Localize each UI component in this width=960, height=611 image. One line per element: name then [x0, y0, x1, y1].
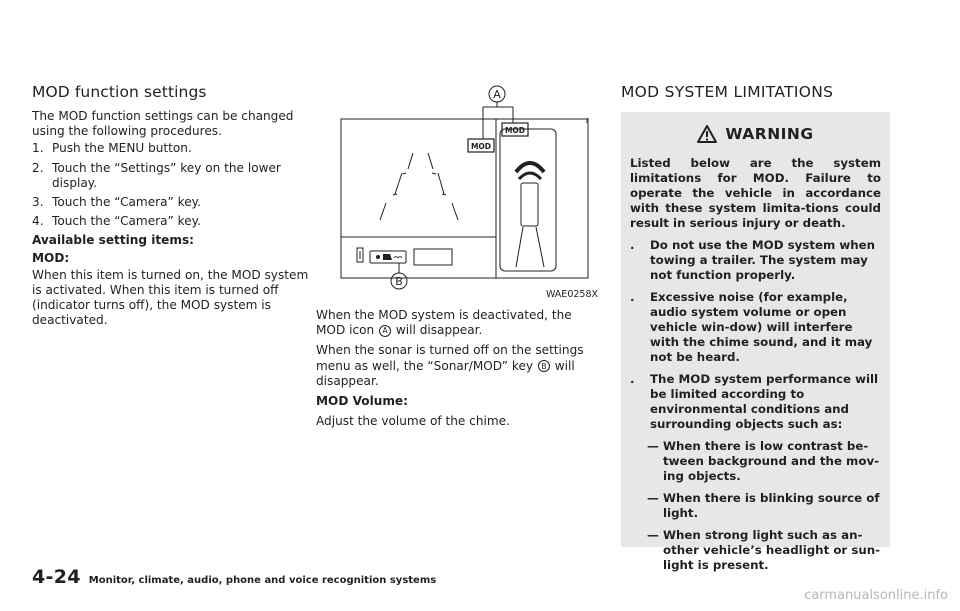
warning-body: [621, 146, 890, 573]
volume-label: MOD Volume:: [316, 394, 408, 409]
warning-triangle-icon: [697, 125, 717, 143]
step-number: 1.: [32, 141, 44, 156]
callout-b-icon: B: [538, 360, 550, 372]
list-item: [32, 161, 314, 191]
callout-b-label: B: [395, 275, 403, 288]
blank-key: [414, 249, 452, 265]
mod-icon-around-text: MOD: [504, 126, 526, 135]
intro-text: The MOD function settings can be changed using the following procedures.: [32, 109, 294, 139]
figure-illustration: [316, 77, 601, 302]
list-item: — When there is low contrast be-tween background and the mov-ing objects.: [647, 439, 880, 483]
list-item: . Do not use the MOD system when towing a trailer. The system may not function properly.: [630, 238, 881, 283]
deactivated-paragraph: [316, 308, 601, 338]
warning-header: [621, 122, 890, 146]
text-span: will disappear.: [316, 358, 575, 388]
camera-display-figure: [316, 77, 601, 302]
warning-label: WARNING: [725, 125, 814, 143]
text-span: When the sonar is turned off on the settings menu as well, the “Sonar/MOD” key: [316, 343, 584, 373]
list-item: [32, 214, 314, 229]
bullet-text: The MOD system performance will be limited according to environmental conditions and surrounding objects such as:: [650, 372, 879, 431]
available-heading: Available setting items:: [32, 233, 194, 248]
volume-description: Adjust the volume of the chime.: [316, 414, 510, 429]
svg-text:ℓ: ℓ: [586, 117, 589, 125]
sub-bullet-text: When there is blinking source of light.: [663, 491, 880, 520]
page-number: 4-24: [32, 566, 81, 588]
list-item: — When there is blinking source of light.: [647, 491, 880, 520]
list-item: . Excessive noise (for example, audio system volume or open vehicle win-dow) will interfere with the chime sound, and it may not be heard.: [630, 290, 881, 365]
steps-list: [32, 141, 314, 229]
left-body: [32, 109, 314, 331]
step-number: 4.: [32, 214, 44, 229]
section-name: Monitor, climate, audio, phone and voice recognition systems: [88, 575, 437, 586]
middle-column: [316, 308, 601, 431]
page-footer: [32, 566, 436, 588]
figure-code: WAE0258X: [545, 289, 598, 300]
parking-guide-lines: [380, 153, 458, 220]
callout-a-icon: A: [379, 325, 391, 337]
sub-bullet-text: When there is low contrast be-tween background and the mov-ing objects.: [663, 439, 880, 483]
step-number: 3.: [32, 195, 44, 210]
mod-label: MOD:: [32, 250, 70, 265]
list-item: . The MOD system performance will be limited according to environmental conditions and surrounding objects such as:: [630, 372, 881, 432]
warning-box: [621, 112, 890, 572]
sub-bullet-text: When strong light such as an-other vehicle’s headlight or sun-light is present.: [663, 528, 881, 572]
bullet-text: Do not use the MOD system when towing a trailer. The system may not function properly.: [650, 238, 876, 282]
watermark: carmanualsonline.info: [804, 588, 948, 603]
mod-icon-front-text: MOD: [470, 142, 492, 151]
text-span: will disappear.: [392, 323, 483, 338]
step-text: Push the MENU button.: [52, 141, 192, 156]
step-text: Touch the “Camera” key.: [52, 195, 201, 210]
sonar-paragraph: [316, 343, 601, 389]
step-text: Touch the “Settings” key on the lower display.: [52, 160, 281, 190]
warning-intro: Listed below are the system limitations for MOD. Failure to operate the vehicle in accordance with these system limita-tions could result in serious injury or death.: [630, 156, 881, 230]
vehicle-icon: [521, 183, 538, 226]
list-item: — When strong light such as an-other vehicle’s headlight or sun-light is present.: [647, 528, 881, 572]
screen-frame: [341, 119, 588, 278]
step-number: 2.: [32, 160, 44, 175]
text-span: When the MOD system is deactivated, the MOD icon: [316, 308, 572, 338]
bullet-text: Excessive noise (for example, audio system volume or open vehicle win-dow) will interfere with the chime sound, and it may not be heard.: [650, 290, 873, 364]
step-text: Touch the “Camera” key.: [52, 214, 201, 229]
list-item: [32, 195, 314, 210]
section-title-limitations: MOD SYSTEM LIMITATIONS: [621, 83, 834, 101]
mod-description: When this item is turned on, the MOD system is activated. When this item is turned off (indicator turns off), the MOD system is deactivated.: [32, 267, 309, 328]
list-item: [32, 141, 314, 156]
section-title-mod-settings: MOD function settings: [32, 83, 207, 101]
callout-a-label: A: [493, 88, 501, 101]
